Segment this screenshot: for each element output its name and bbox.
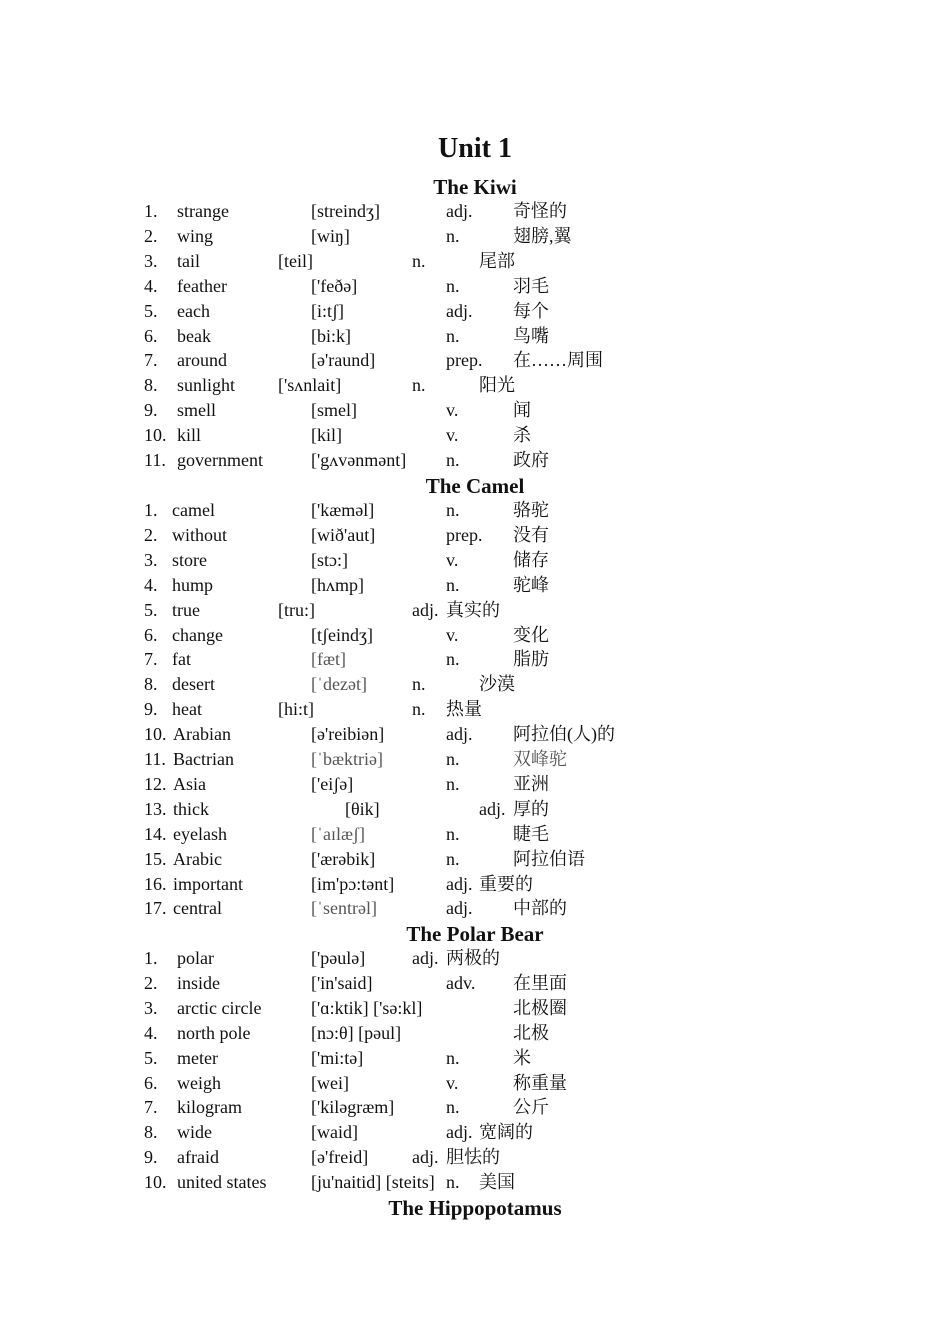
entry-pos: adj. [446,873,473,894]
entry-word: eyelash [173,823,227,844]
vocab-entry [0,946,950,971]
entry-meaning: 没有 [513,524,549,545]
entry-number: 8. [144,674,158,695]
entry-pos: n. [446,450,460,470]
entry-number: 15. [144,848,167,869]
entry-phonetic: [smel] [311,400,357,421]
entry-word: hump [172,574,214,595]
entry-pos: n. [412,250,426,271]
vocab-entry [0,373,950,398]
entry-word: true [172,599,200,620]
entry-word: afraid [177,1147,219,1168]
entry-phonetic: [ə'raund] [311,350,376,371]
entry-meaning: 中部的 [513,898,567,919]
vocab-entry [0,299,950,324]
entry-number: 12. [144,773,167,794]
vocab-entry [0,324,950,349]
entry-pos: adj. [412,948,439,968]
entry-word: camel [172,500,215,520]
entry-word: Asia [173,773,206,794]
vocab-entry [0,1071,950,1096]
entry-word: kill [177,425,202,446]
entry-phonetic: ['ɑ:ktik] ['sə:kl] [311,997,423,1018]
entry-pos: adj. [446,898,473,919]
entry-pos: prep. [446,350,483,371]
entry-pos: n. [446,649,460,670]
section-title: The Camel [425,474,525,498]
entry-pos: n. [446,823,460,844]
vocab-entry [0,1120,950,1145]
entry-number: 10. [144,724,167,745]
entry-phonetic: ['eiʃə] [311,773,354,794]
entry-word: Bactrian [173,749,234,769]
entry-meaning: 骆驼 [513,500,549,520]
entry-pos: v. [446,425,459,446]
entry-meaning: 尾部 [479,250,515,271]
vocab-entry [0,722,950,747]
entry-phonetic: [wiŋ] [311,225,350,246]
vocab-entry [0,573,950,598]
entry-number: 1. [144,201,158,221]
entry-meaning: 胆怯的 [446,1147,500,1168]
entry-meaning: 北极 [513,1022,549,1043]
entry-meaning: 脂肪 [513,649,549,670]
vocab-entry [0,996,950,1021]
entry-word: united states [177,1172,267,1193]
entry-meaning: 阿拉伯语 [513,848,585,869]
entry-pos: v. [446,624,459,645]
entry-word: store [172,549,207,570]
vocab-entry [0,647,950,672]
entry-number: 13. [144,798,167,819]
entry-word: weigh [177,1072,221,1093]
entry-meaning: 储存 [513,549,549,570]
entry-pos: adj. [446,1122,473,1143]
entry-number: 6. [144,624,158,645]
entry-word: wide [177,1122,212,1143]
entry-pos: n. [446,225,460,246]
entry-phonetic: ['pəulə] [311,948,366,968]
entry-number: 10. [144,425,167,446]
entry-number: 9. [144,1147,158,1168]
entry-word: around [177,350,227,371]
section-title: The Polar Bear [406,922,544,946]
vocab-entry [0,1145,950,1170]
entry-number: 5. [144,1047,158,1068]
vocab-entry [0,249,950,274]
entry-pos: prep. [446,524,483,545]
entry-pos: v. [446,400,459,421]
entry-pos: adv. [446,972,476,993]
entry-meaning: 翅膀,翼 [513,225,572,246]
vocab-entry [0,398,950,423]
entry-meaning: 沙漠 [479,674,515,695]
vocab-entry [0,697,950,722]
entry-word: important [173,873,243,894]
vocab-entry [0,598,950,623]
entry-word: meter [177,1047,218,1068]
vocab-entry [0,971,950,996]
vocab-entry [0,1170,950,1195]
entry-phonetic: [kil] [311,425,342,446]
entry-phonetic: [hi:t] [278,699,314,720]
entry-meaning: 米 [513,1047,531,1068]
entry-pos: adj. [446,201,473,221]
entry-number: 2. [144,225,158,246]
entry-word: fat [172,649,191,670]
entry-number: 4. [144,574,158,595]
entry-word: feather [177,275,227,296]
vocab-entry [0,772,950,797]
entry-number: 4. [144,1022,158,1043]
entry-phonetic: ['feðə] [311,275,358,296]
entry-meaning: 每个 [513,300,549,321]
entry-word: polar [177,948,214,968]
entry-word: heat [172,699,202,720]
entry-meaning: 奇怪的 [513,201,567,221]
entry-number: 5. [144,300,158,321]
entry-number: 6. [144,325,158,346]
entry-number: 4. [144,275,158,296]
entry-word: each [177,300,210,321]
entry-meaning: 美国 [479,1172,515,1193]
entry-word: sunlight [177,375,236,396]
entry-number: 11. [144,749,166,769]
entry-meaning: 驼峰 [513,574,549,595]
section-title: The Hippopotamus [388,1196,562,1220]
vocab-entry [0,747,950,772]
entry-phonetic: [ˈdezət] [311,674,367,695]
entry-number: 17. [144,898,167,919]
entry-number: 7. [144,350,158,371]
entry-meaning: 杀 [513,425,531,446]
entry-phonetic: [waid] [311,1122,358,1143]
vocab-entry [0,1021,950,1046]
entry-meaning: 亚洲 [513,773,549,794]
entry-phonetic: [im'pɔ:tənt] [311,873,395,894]
entry-word: north pole [177,1022,251,1043]
entry-meaning: 闻 [513,400,531,421]
vocab-entry [0,1095,950,1120]
vocab-entry [0,672,950,697]
entry-phonetic: [wei] [311,1072,349,1093]
entry-meaning: 公斤 [513,1097,549,1118]
entry-phonetic: [ˈsentrəl] [311,898,377,919]
entry-number: 7. [144,649,158,670]
entry-meaning: 重要的 [479,873,533,894]
entry-phonetic: [ə'reibiən] [311,724,385,745]
entry-number: 2. [144,972,158,993]
entry-phonetic: ['kæməl] [311,500,375,520]
vocab-entry [0,448,950,473]
entry-word: tail [177,250,200,271]
entry-number: 3. [144,549,158,570]
section-title: The Kiwi [433,175,517,199]
entry-phonetic: [ˈbæktriə] [311,749,383,769]
vocab-entry [0,896,950,921]
entry-word: kilogram [177,1097,242,1118]
entry-number: 11. [144,450,166,470]
entry-number: 1. [144,948,158,968]
entry-phonetic: ['gʌvənmənt] [311,450,407,470]
vocab-entry [0,348,950,373]
entry-phonetic: [fæt] [311,649,346,670]
entry-word: without [172,524,228,545]
entry-word: beak [177,325,211,346]
entry-number: 8. [144,1122,158,1143]
entry-number: 16. [144,873,167,894]
entry-pos: v. [446,549,459,570]
entry-number: 14. [144,823,167,844]
entry-phonetic: [tʃeindʒ] [311,624,373,645]
vocab-entry [0,623,950,648]
entry-meaning: 鸟嘴 [513,325,549,346]
entry-phonetic: ['sʌnlait] [278,375,342,396]
vocab-entry [0,822,950,847]
entry-meaning: 热量 [446,699,482,720]
entry-word: desert [172,674,215,695]
vocab-entry [0,872,950,897]
vocab-entry [0,199,950,224]
entry-phonetic: ['in'said] [311,972,373,993]
entry-pos: n. [446,773,460,794]
vocab-entry [0,797,950,822]
entry-phonetic: [ju'naitid] [steits] [311,1172,435,1193]
entry-meaning: 双峰驼 [513,749,567,769]
entry-phonetic: [wið'aut] [311,524,376,545]
entry-number: 9. [144,699,158,720]
entry-pos: adj. [412,1147,439,1168]
entry-phonetic: [streindʒ] [311,201,380,221]
entry-number: 10. [144,1172,167,1193]
entry-number: 2. [144,524,158,545]
vocab-entry [0,498,950,523]
entry-meaning: 厚的 [513,798,549,819]
entry-phonetic: [nɔ:θ] [pəul] [311,1022,402,1043]
entry-meaning: 睫毛 [513,823,549,844]
entry-word: wing [177,225,213,246]
entry-phonetic: [teil] [278,250,313,271]
vocab-entry [0,224,950,249]
entry-meaning: 政府 [513,450,549,470]
entry-number: 1. [144,500,158,520]
entry-number: 8. [144,375,158,396]
entry-pos: n. [412,674,426,695]
entry-phonetic: ['ærəbik] [311,848,376,869]
entry-pos: n. [412,699,426,720]
entry-word: Arabian [173,724,231,745]
entry-number: 3. [144,250,158,271]
entry-phonetic: [ˈaɪlæʃ] [311,823,365,844]
entry-phonetic: [tru:] [278,599,315,620]
entry-word: smell [177,400,216,421]
entry-phonetic: [ə'freid] [311,1147,369,1168]
entry-phonetic: ['kiləgræm] [311,1097,395,1118]
entry-phonetic: [hʌmp] [311,574,364,595]
entry-pos: adj. [479,798,506,819]
entry-pos: adj. [412,599,439,620]
entry-phonetic: [i:tʃ] [311,300,344,321]
entry-meaning: 北极圈 [513,997,567,1018]
entry-word: inside [177,972,220,993]
entry-meaning: 在里面 [513,972,567,993]
entry-phonetic: [bi:k] [311,325,351,346]
entry-word: arctic circle [177,997,262,1018]
entry-pos: n. [446,574,460,595]
entry-meaning: 称重量 [513,1072,567,1093]
entry-number: 6. [144,1072,158,1093]
entry-meaning: 变化 [513,624,549,645]
entry-pos: n. [446,1097,460,1118]
vocab-entry [0,423,950,448]
entry-pos: n. [446,1047,460,1068]
entry-meaning: 在……周围 [513,350,603,371]
entry-number: 5. [144,599,158,620]
vocab-entry [0,847,950,872]
vocab-entry [0,1046,950,1071]
entry-pos: adj. [446,724,473,745]
entry-number: 3. [144,997,158,1018]
vocab-entry [0,548,950,573]
entry-pos: v. [446,1072,459,1093]
entry-pos: n. [446,749,460,769]
entry-word: strange [177,201,229,221]
entry-phonetic: ['mi:tə] [311,1047,364,1068]
entry-pos: n. [446,500,460,520]
vocab-entry [0,274,950,299]
entry-pos: adj. [446,300,473,321]
entry-number: 9. [144,400,158,421]
entry-word: Arabic [173,848,222,869]
entry-word: thick [173,798,209,819]
entry-meaning: 阳光 [479,375,515,396]
entry-phonetic: [θik] [345,798,380,819]
entry-meaning: 两极的 [446,948,500,968]
entry-pos: n. [446,848,460,869]
entry-number: 7. [144,1097,158,1118]
page-title: Unit 1 [438,133,512,164]
entry-pos: n. [446,275,460,296]
entry-pos: n. [446,1172,460,1193]
entry-word: government [177,450,263,470]
entry-phonetic: [stɔ:] [311,549,348,570]
entry-meaning: 真实的 [446,599,500,620]
entry-pos: n. [446,325,460,346]
entry-word: change [172,624,223,645]
entry-word: central [173,898,222,919]
vocab-entry [0,523,950,548]
entry-pos: n. [412,375,426,396]
entry-meaning: 宽阔的 [479,1122,533,1143]
entry-meaning: 羽毛 [513,275,549,296]
entry-meaning: 阿拉伯(人)的 [513,724,615,745]
